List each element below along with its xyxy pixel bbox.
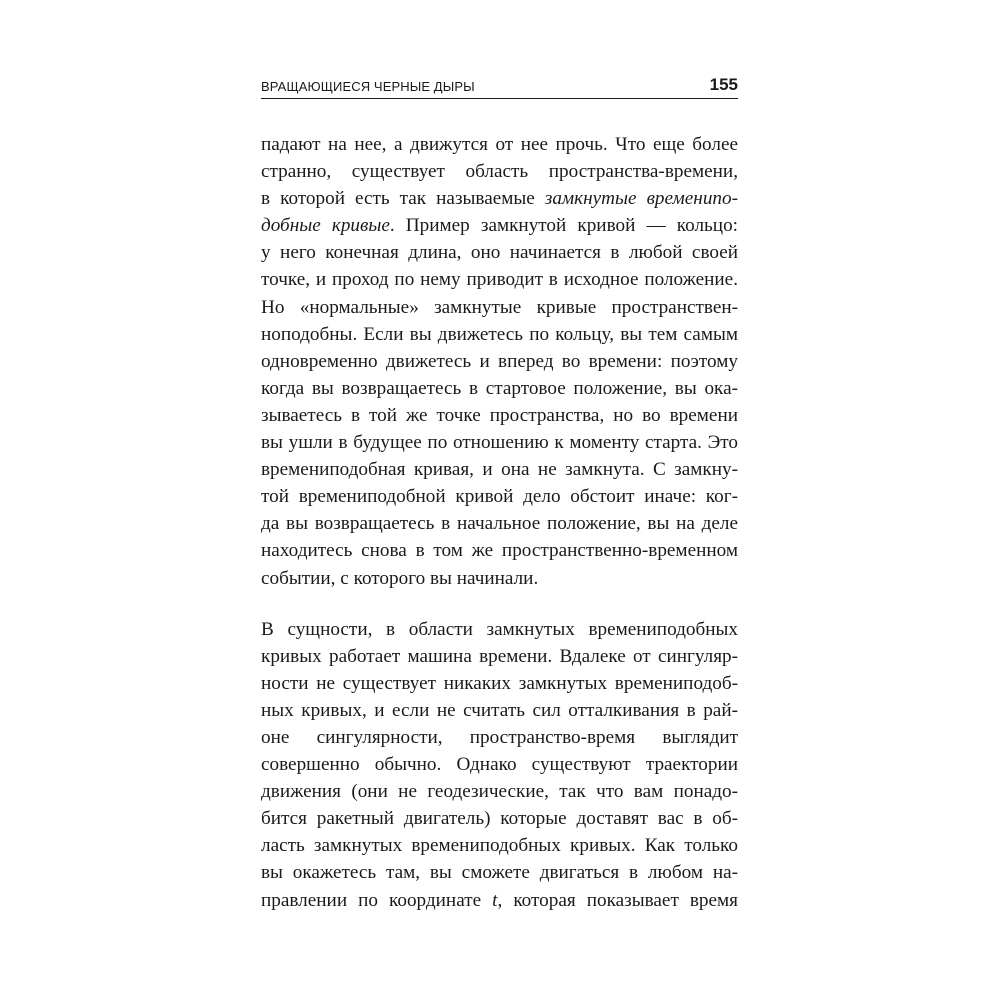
text-run: правлении по координате	[261, 889, 493, 911]
text-line: ласть замкнутых времениподобных кривых. Как только	[261, 835, 738, 857]
italic-variable: t	[492, 889, 498, 911]
text-line: вы ушли в будущее по отношению к моменту старта. Это	[261, 432, 738, 454]
text-line: оне сингулярности, пространство-время выглядит	[261, 726, 738, 748]
text-line: зываетесь в той же точке пространства, но во времени	[261, 404, 738, 426]
text-line: падают на нее, а движутся от нее прочь. Что еще более	[261, 134, 738, 155]
text-line: ных кривых, и если не считать сил отталкивания в рай-	[261, 699, 738, 721]
text-run: . Пример замкнутой кривой — кольцо:	[389, 215, 738, 237]
text-line: когда вы возвращаетесь в стартовое положение, вы ока-	[261, 377, 738, 399]
text-line	[261, 185, 738, 212]
running-header	[261, 74, 738, 99]
text-line: странно, существует область пространства-времени,	[261, 161, 738, 183]
text-line: В сущности, в области замкнутых времениподобных	[261, 618, 738, 640]
paragraph	[261, 616, 738, 914]
text-line: да вы возвращаетесь в начальное положение, вы на деле	[261, 513, 738, 535]
text-line: совершенно обычно. Однако существуют траектории	[261, 754, 738, 776]
body-text	[261, 131, 738, 914]
text-line: одновременно движетесь и вперед во времени: поэтому	[261, 350, 738, 372]
text-line: точке, и проход по нему приводит в исходное положение.	[261, 269, 738, 291]
text-run: , которая показывает время	[497, 889, 738, 911]
text-line: бится ракетный двигатель) которые доставят вас в об-	[261, 808, 738, 830]
paragraph-gap	[261, 592, 738, 616]
text-line: той времениподобной кривой дело обстоит иначе: ког-	[261, 486, 738, 508]
text-line: движения (они не геодезические, так что вам понадо-	[261, 781, 738, 803]
page-number: 155	[709, 75, 738, 94]
text-line	[261, 887, 738, 914]
paragraph	[261, 131, 738, 592]
italic-term: замкнутые временипо-	[544, 188, 738, 210]
text-line: находитесь снова в том же пространственно-временном	[261, 540, 738, 562]
text-line: ноподобны. Если вы движетесь по кольцу, вы тем самым	[261, 323, 738, 345]
italic-term: добные кривые	[261, 215, 390, 237]
text-line: вы окажетесь там, вы сможете двигаться в любом на-	[261, 862, 738, 884]
text-line: кривых работает машина времени. Вдалеке от сингуляр-	[261, 645, 738, 667]
text-line	[261, 212, 738, 239]
text-line: у него конечная длина, оно начинается в любой своей	[261, 242, 738, 264]
text-line: событии, с которого вы начинали.	[261, 567, 539, 589]
text-line: ности не существует никаких замкнутых времениподоб-	[261, 672, 738, 694]
running-title: ВРАЩАЮЩИЕСЯ ЧЕРНЫЕ ДЫРЫ	[261, 79, 475, 94]
text-run: в которой есть так называемые	[261, 188, 545, 210]
text-line: Но «нормальные» замкнутые кривые пространствен-	[261, 296, 738, 318]
text-line: времениподобная кривая, и она не замкнута. С замкну-	[261, 459, 738, 481]
